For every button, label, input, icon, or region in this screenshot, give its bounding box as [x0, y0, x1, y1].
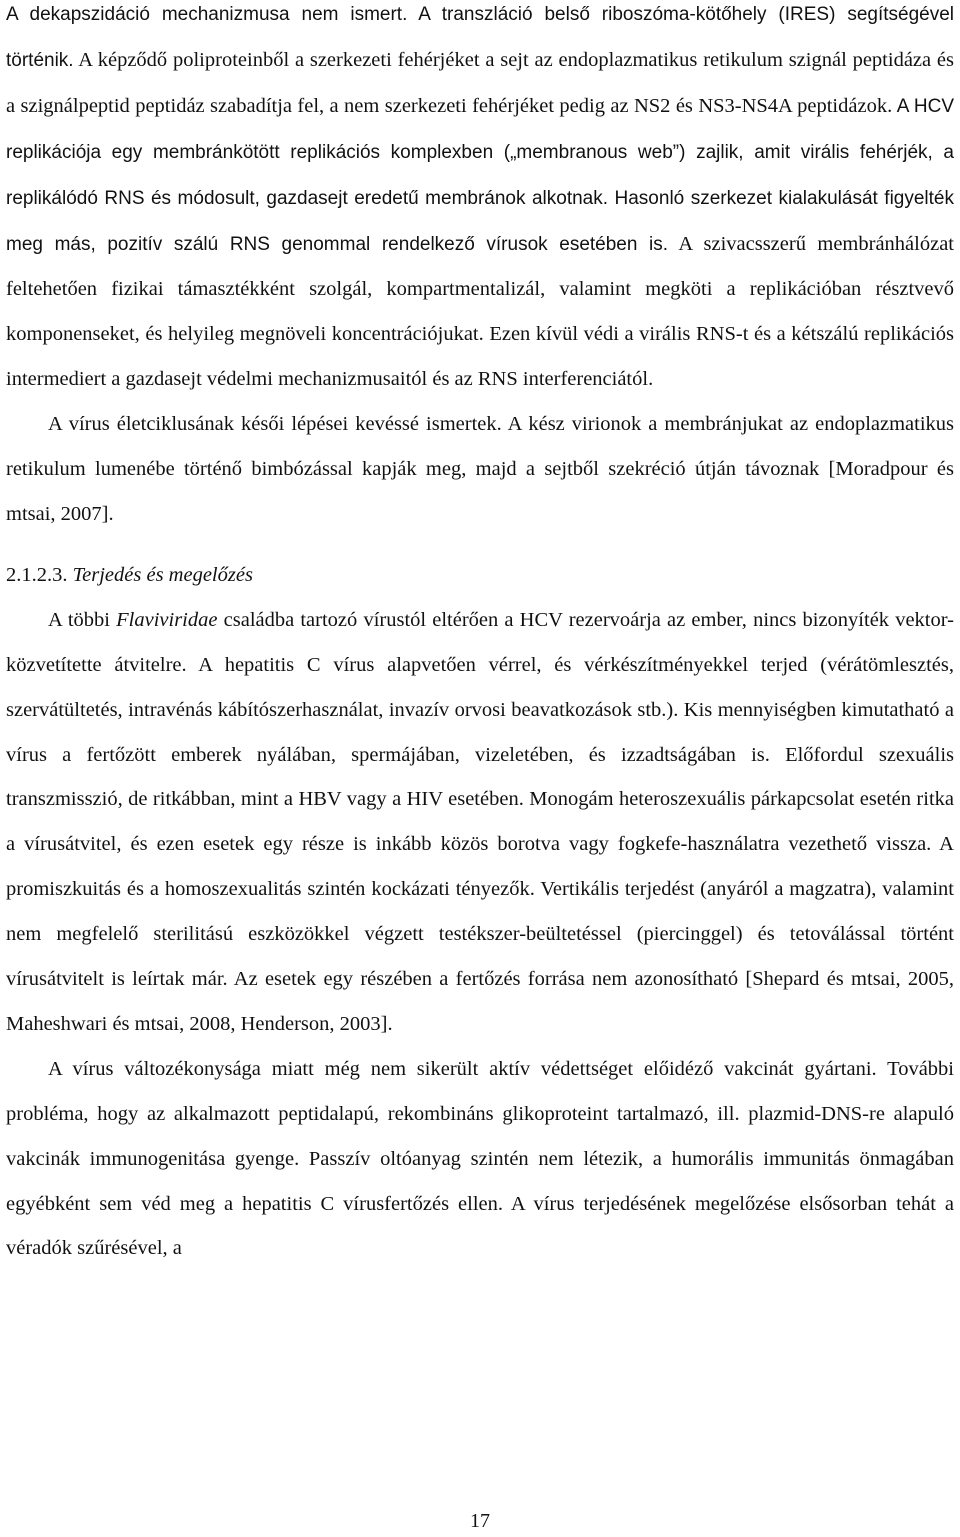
paragraph-late-lifecycle: A vírus életciklusának késői lépései kevéssé ismertek. A kész virionok a membránjukat az endoplazmatikus retikulum lumenébe történő bimbózással kapják meg, majd a sejtből szekréció útján távoznak [Moradpour és mtsai, 2007].	[6, 413, 954, 525]
paragraph-3-text-b: családba tartozó vírustól eltérően a HCV rezervoárja az ember, nincs bizonyíték vektor-közvetítette átvitelre. A hepatitis C vírus alapvetően vérrel, és vérkészítményekkel terjed (vérátömlesztés, szervátültetés, intravénás kábítószerhasználat, invazív orvosi beavatkozások stb.). Kis mennyiségben kimutatható a vírus a fertőzött emberek nyálában, spermájában, vizeletében, és izzadtságában is. Előfordul szexuális transzmisszió, de ritkábban, mint a HBV vagy a HIV esetében. Monogám heteroszexuális párkapcsolat esetén ritka a vírusátvitel, és ezen esetek egy része is inkább közös borotva vagy fogkefe-használatra vezethető vissza. A promiszkuitás és a homoszexualitás szintén kockázati tényezők. Vertikális terjedést (anyáról a magzatra), valamint nem megfelelő sterilitású eszközökkel végzett testékszer-beültetéssel (piercinggel) és tetoválással történt vírusátvitelt is leírtak már. Az esetek egy részében a fertőzés forrása nem azonosítható [Shepard és mtsai, 2005, Maheshwari és mtsai, 2008, Henderson, 2003].	[6, 608, 954, 1035]
section-number: 2.1.2.3.	[6, 563, 68, 586]
page-number: 17	[470, 1510, 490, 1532]
paragraph-transmission	[6, 598, 954, 1047]
document-page	[6, 0, 954, 1271]
paragraph-1-sans-text-b: A HCV replikációja egy membránkötött replikációs komplexben („membranous web”) zajlik, amit virális fehérjék, a replikálódó RNS és módosult, gazdasejt eredetű membránok alkotnak. Hasonló szerkezet kialakulását figyelték meg más, pozitív szálú RNS genommal rendelkező vírusok esetében is.	[6, 95, 955, 255]
paragraph-vaccine: A vírus változékonysága miatt még nem sikerült aktív védettséget előidéző vakcinát gyártani. További probléma, hogy az alkalmazott peptidalapú, rekombináns glikoproteint tartalmazó, ill. plazmid-DNS-re alapuló vakcinák immunogenitása gyenge. Passzív oltóanyag szintén nem létezik, a humorális immunitás önmagában egyébként sem véd meg a hepatitis C vírusfertőzés ellen. A vírus terjedésének megelőzése elsősorban tehát a véradók szűrésével, a	[6, 1057, 954, 1260]
paragraph-1-serif-text-a: A képződő poliproteinből a szerkezeti fehérjéket a sejt az endoplazmatikus retikulum szignál peptidáza és a szignálpeptid peptidáz szabadítja fel, a nem szerkezeti fehérjéket pedig az NS2 és NS3-NS4A peptidázok.	[6, 48, 954, 117]
section-title: Terjedés és megelőzés	[72, 563, 253, 586]
section-heading	[6, 553, 954, 598]
paragraph-3-text-a: A többi	[48, 608, 117, 631]
paragraph-3-italic-term: Flaviviridae	[116, 608, 218, 631]
paragraph-virus-replication	[6, 0, 954, 402]
paragraph-1-sans-text-a: A dekapszidáció mechanizmusa nem ismert. A transzláció belső riboszóma-kötőhely (IRES) segítségével történik.	[6, 4, 954, 71]
paragraph-1-serif-text-b: A szivacsszerű membránhálózat feltehetően fizikai támasztékként szolgál, kompartmentalizál, valamint megköti a replikációban résztvevő komponenseket, és helyileg megnöveli koncentrációjukat. Ezen kívül védi a virális RNS-t és a kétszálú replikációs intermediert a gazdasejt védelmi mechanizmusaitól és az RNS interferenciától.	[6, 232, 954, 391]
